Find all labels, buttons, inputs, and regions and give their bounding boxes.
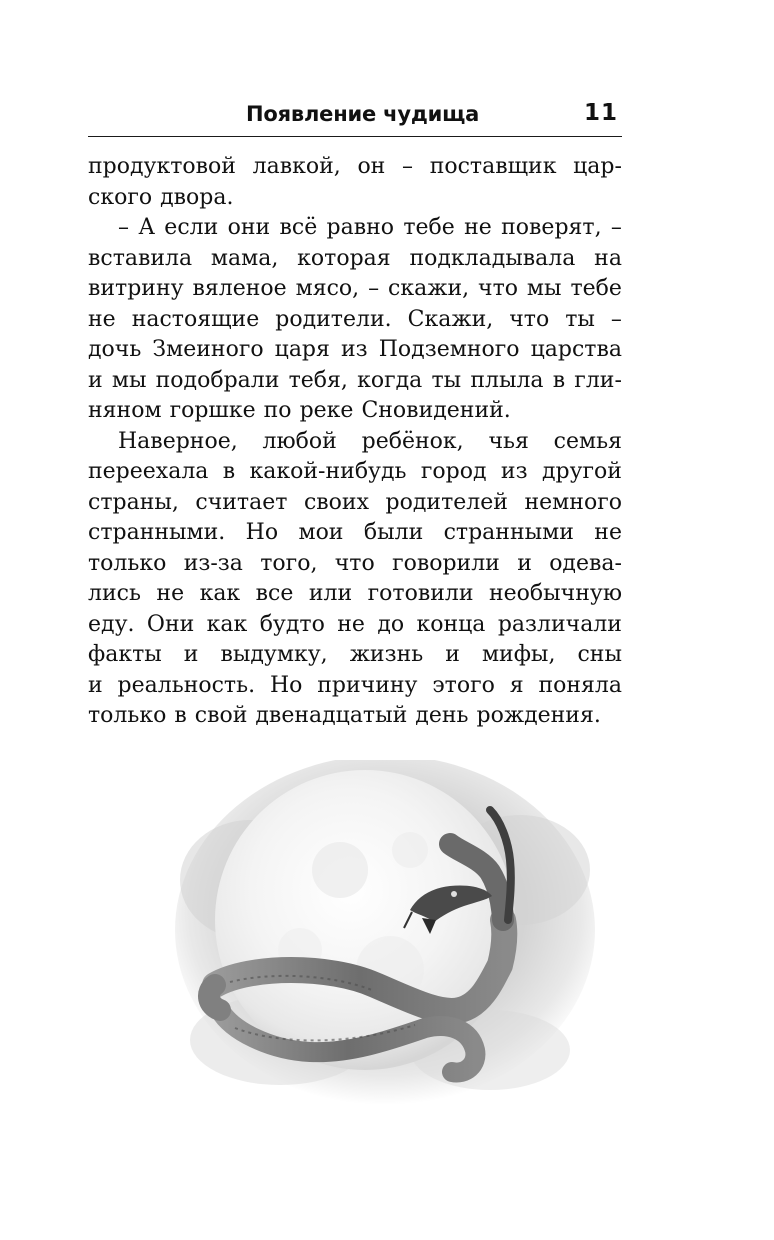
text-line: еду. Они как будто не до конца различали [88,611,622,637]
text-line: ского двора. [88,184,234,210]
text-line: и реальность. Но причину этого я поняла [88,672,622,698]
text-line: только из-за того, что говорили и одева- [88,550,622,576]
text-line: няном горшке по реке Сновидений. [88,398,511,423]
text-line: витрину вяленое мясо, – скажи, что мы тебе [88,276,622,301]
text-line: не настоящие родители. Скажи, что ты – [88,306,622,332]
text-line: только в свой двенадцатый день рождения. [88,703,601,728]
body-text [88,152,622,732]
chapter-title: Появление чудища [246,102,480,126]
text-line: странными. Но мои были странными не [88,520,622,545]
text-line: Наверное, любой ребёнок, чья семья [118,428,622,454]
text-line: переехала в какой-нибудь город из другой [88,459,622,484]
text-line: дочь Змеиного царя из Подземного царства [88,337,622,362]
text-line: продуктовой лавкой, он – поставщик цар- [88,154,622,179]
text-line: – А если они всё равно тебе не поверят, – [118,215,622,240]
text-line: и мы подобрали тебя, когда ты плыла в гли- [88,367,622,393]
moon-serpent-illustration [160,760,610,1120]
text-line: факты и выдумку, жизнь и мифы, сны [88,642,622,667]
running-head [88,96,622,137]
text-line: вставила мама, которая подкладывала на [88,245,622,271]
page-number: 11 [583,100,618,126]
text-line: страны, считает своих родителей немного [88,489,622,515]
text-line: лись не как все или готовили необычную [88,581,622,606]
